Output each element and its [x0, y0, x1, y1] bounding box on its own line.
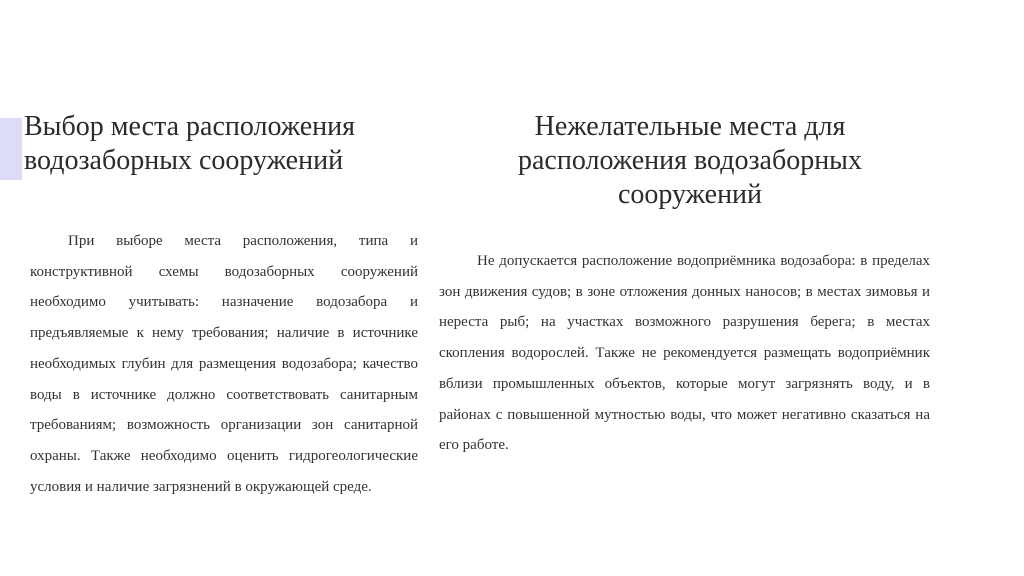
right-title: Нежелательные места для расположения водозаборных сооружений [518, 111, 862, 210]
left-column [24, 110, 420, 178]
right-body-text: Не допускается расположение водоприёмника водозабора: в пределах зон движения судов; в зоне отложения донных наносов; в местах зимовья и нереста рыб; на участках возможного разрушения берега; в местах скопления водорослей. Также не рекомендуется размещать водоприёмник вблизи промышленных объектов, которые могут загрязнять воду, и в районах с повышенной мутностью воды, что может негативно сказаться на его работе. [439, 253, 930, 454]
left-title: Выбор места расположения водозаборных сооружений [24, 111, 356, 176]
left-body-text: При выборе места расположения, типа и конструктивной схемы водозаборных сооружений необходимо учитывать: назначение водозабора и предъявляемые к нему требования; наличие в источнике необходимых глубин для размещения водозабора; качество воды в источнике должно соответствовать санитарным требованиям; возможность организации зон санитарной охраны. Также необходимо оценить гидрогеологические условия и наличие загрязнений в окружающей среде. [30, 233, 418, 495]
accent-bar [0, 118, 22, 180]
